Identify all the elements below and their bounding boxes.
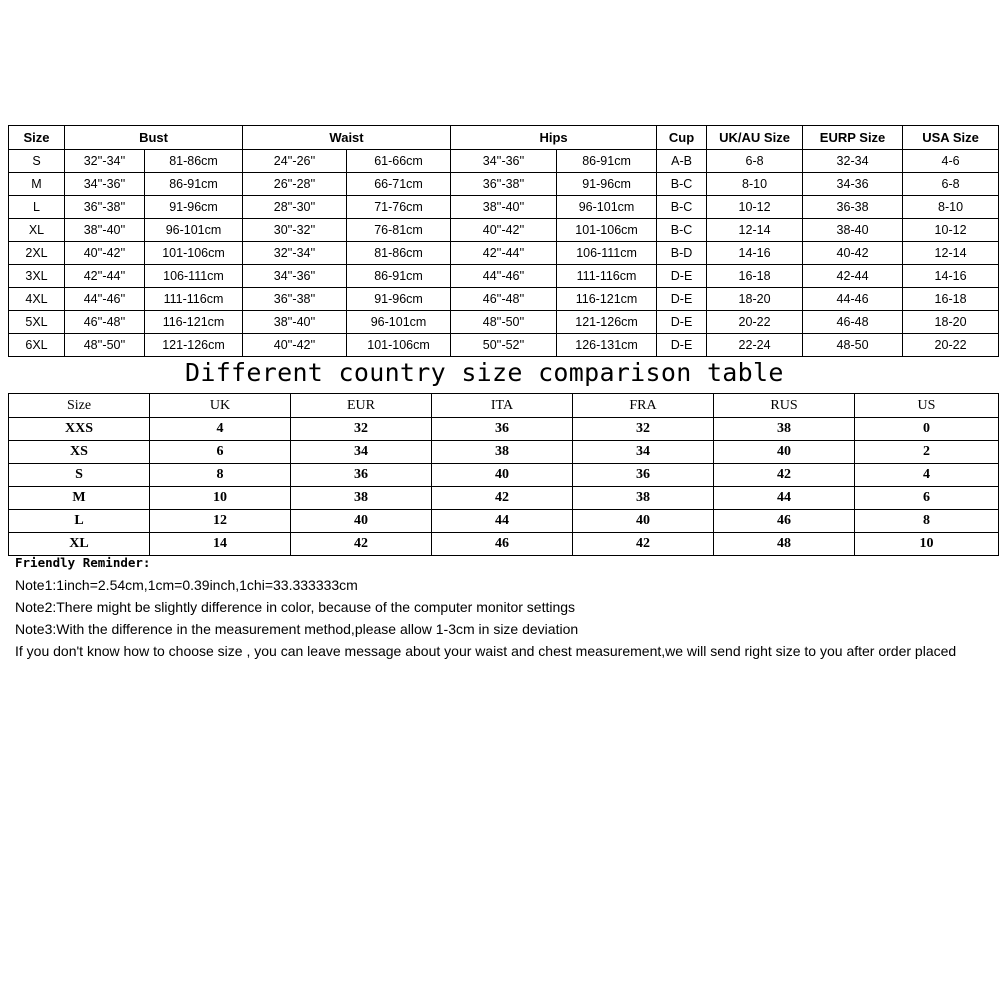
- cell-hips-in: 48''-50'': [451, 311, 557, 334]
- cell-uk-au: 22-24: [707, 334, 803, 357]
- cell-hips-cm: 116-121cm: [557, 288, 657, 311]
- cell-eurp: 40-42: [803, 242, 903, 265]
- cell-uk-au: 14-16: [707, 242, 803, 265]
- cell-uk: 6: [150, 441, 291, 464]
- cell-rus: 40: [714, 441, 855, 464]
- comparison-header-eur: EUR: [291, 394, 432, 418]
- cell-fra: 36: [573, 464, 714, 487]
- header-size: Size: [9, 126, 65, 150]
- cell-usa: 16-18: [903, 288, 999, 311]
- note-2: Note2:There might be slightly difference in color, because of the computer monitor settings: [15, 599, 576, 615]
- cell-bust-cm: 91-96cm: [145, 196, 243, 219]
- cell-fra: 38: [573, 487, 714, 510]
- cell-rus: 44: [714, 487, 855, 510]
- cell-cup: D-E: [657, 288, 707, 311]
- cell-waist-cm: 66-71cm: [347, 173, 451, 196]
- cell-ita: 46: [432, 533, 573, 556]
- cell-bust-cm: 121-126cm: [145, 334, 243, 357]
- comparison-header-us: US: [855, 394, 999, 418]
- cell-us: 4: [855, 464, 999, 487]
- cell-usa: 4-6: [903, 150, 999, 173]
- cell-hips-in: 50''-52'': [451, 334, 557, 357]
- comparison-header-uk: UK: [150, 394, 291, 418]
- cell-ita: 36: [432, 418, 573, 441]
- cell-us: 8: [855, 510, 999, 533]
- cell-cup: D-E: [657, 311, 707, 334]
- size-chart-row: [9, 311, 999, 334]
- cell-size: M: [9, 487, 150, 510]
- cell-eur: 34: [291, 441, 432, 464]
- cell-size: 5XL: [9, 311, 65, 334]
- cell-fra: 32: [573, 418, 714, 441]
- cell-uk: 4: [150, 418, 291, 441]
- cell-eurp: 32-34: [803, 150, 903, 173]
- cell-bust-in: 34''-36'': [65, 173, 145, 196]
- cell-waist-cm: 101-106cm: [347, 334, 451, 357]
- comparison-row: [9, 418, 999, 441]
- cell-cup: D-E: [657, 334, 707, 357]
- size-chart-row: [9, 219, 999, 242]
- cell-size: 2XL: [9, 242, 65, 265]
- cell-size: XL: [9, 219, 65, 242]
- cell-hips-cm: 126-131cm: [557, 334, 657, 357]
- cell-eur: 42: [291, 533, 432, 556]
- cell-uk-au: 8-10: [707, 173, 803, 196]
- cell-waist-cm: 91-96cm: [347, 288, 451, 311]
- cell-hips-in: 46''-48'': [451, 288, 557, 311]
- cell-hips-cm: 91-96cm: [557, 173, 657, 196]
- cell-bust-in: 48''-50'': [65, 334, 145, 357]
- cell-uk-au: 6-8: [707, 150, 803, 173]
- cell-uk: 8: [150, 464, 291, 487]
- comparison-title: Different country size comparison table: [185, 358, 784, 387]
- cell-usa: 12-14: [903, 242, 999, 265]
- size-chart-header: [9, 126, 999, 150]
- cell-bust-in: 40''-42'': [65, 242, 145, 265]
- cell-bust-cm: 96-101cm: [145, 219, 243, 242]
- cell-size: XXS: [9, 418, 150, 441]
- cell-bust-cm: 111-116cm: [145, 288, 243, 311]
- cell-rus: 38: [714, 418, 855, 441]
- size-advice: If you don't know how to choose size , you can leave message about your waist and chest measurement,we will send right size to you after order placed: [15, 643, 957, 659]
- cell-eurp: 42-44: [803, 265, 903, 288]
- cell-fra: 40: [573, 510, 714, 533]
- cell-usa: 10-12: [903, 219, 999, 242]
- cell-hips-in: 38''-40'': [451, 196, 557, 219]
- cell-eur: 36: [291, 464, 432, 487]
- cell-cup: B-C: [657, 219, 707, 242]
- cell-fra: 42: [573, 533, 714, 556]
- cell-eur: 32: [291, 418, 432, 441]
- header-eurp: EURP Size: [803, 126, 903, 150]
- comparison-header-ita: ITA: [432, 394, 573, 418]
- cell-bust-cm: 86-91cm: [145, 173, 243, 196]
- comparison-header-fra: FRA: [573, 394, 714, 418]
- cell-us: 10: [855, 533, 999, 556]
- cell-cup: B-D: [657, 242, 707, 265]
- cell-bust-cm: 116-121cm: [145, 311, 243, 334]
- cell-eur: 38: [291, 487, 432, 510]
- cell-fra: 34: [573, 441, 714, 464]
- comparison-row: [9, 464, 999, 487]
- cell-waist-in: 34''-36'': [243, 265, 347, 288]
- cell-rus: 42: [714, 464, 855, 487]
- cell-cup: B-C: [657, 196, 707, 219]
- cell-size: XS: [9, 441, 150, 464]
- cell-hips-in: 36''-38'': [451, 173, 557, 196]
- comparison-row: [9, 487, 999, 510]
- cell-us: 6: [855, 487, 999, 510]
- cell-waist-in: 32''-34'': [243, 242, 347, 265]
- notes-section: [15, 552, 997, 662]
- cell-bust-cm: 81-86cm: [145, 150, 243, 173]
- cell-waist-in: 26''-28'': [243, 173, 347, 196]
- cell-eurp: 48-50: [803, 334, 903, 357]
- cell-ita: 42: [432, 487, 573, 510]
- cell-uk: 14: [150, 533, 291, 556]
- cell-uk-au: 18-20: [707, 288, 803, 311]
- cell-size: L: [9, 510, 150, 533]
- cell-waist-in: 38''-40'': [243, 311, 347, 334]
- cell-hips-in: 42''-44'': [451, 242, 557, 265]
- cell-usa: 8-10: [903, 196, 999, 219]
- cell-hips-cm: 96-101cm: [557, 196, 657, 219]
- cell-waist-in: 24''-26'': [243, 150, 347, 173]
- cell-waist-in: 30''-32'': [243, 219, 347, 242]
- cell-usa: 14-16: [903, 265, 999, 288]
- cell-ita: 44: [432, 510, 573, 533]
- cell-size: M: [9, 173, 65, 196]
- cell-hips-cm: 86-91cm: [557, 150, 657, 173]
- cell-bust-cm: 106-111cm: [145, 265, 243, 288]
- size-chart-body: [9, 150, 999, 357]
- cell-us: 0: [855, 418, 999, 441]
- cell-bust-in: 32''-34'': [65, 150, 145, 173]
- header-uk-au: UK/AU Size: [707, 126, 803, 150]
- cell-size: L: [9, 196, 65, 219]
- header-waist: Waist: [243, 126, 451, 150]
- cell-waist-cm: 86-91cm: [347, 265, 451, 288]
- cell-eurp: 36-38: [803, 196, 903, 219]
- comparison-table: [8, 393, 999, 556]
- cell-waist-in: 36''-38'': [243, 288, 347, 311]
- cell-size: S: [9, 464, 150, 487]
- size-chart-row: [9, 265, 999, 288]
- cell-eurp: 34-36: [803, 173, 903, 196]
- header-usa: USA Size: [903, 126, 999, 150]
- cell-uk-au: 20-22: [707, 311, 803, 334]
- cell-waist-in: 40''-42'': [243, 334, 347, 357]
- cell-cup: A-B: [657, 150, 707, 173]
- cell-uk-au: 16-18: [707, 265, 803, 288]
- size-chart-row: [9, 173, 999, 196]
- cell-waist-cm: 71-76cm: [347, 196, 451, 219]
- cell-uk: 10: [150, 487, 291, 510]
- cell-cup: D-E: [657, 265, 707, 288]
- cell-rus: 48: [714, 533, 855, 556]
- cell-bust-in: 38''-40'': [65, 219, 145, 242]
- cell-ita: 40: [432, 464, 573, 487]
- size-chart-row: [9, 242, 999, 265]
- cell-waist-cm: 96-101cm: [347, 311, 451, 334]
- cell-eurp: 38-40: [803, 219, 903, 242]
- cell-size: 3XL: [9, 265, 65, 288]
- size-chart-row: [9, 288, 999, 311]
- cell-rus: 46: [714, 510, 855, 533]
- cell-hips-cm: 106-111cm: [557, 242, 657, 265]
- comparison-row: [9, 441, 999, 464]
- cell-eur: 40: [291, 510, 432, 533]
- cell-waist-cm: 61-66cm: [347, 150, 451, 173]
- comparison-row: [9, 510, 999, 533]
- cell-bust-in: 44''-46'': [65, 288, 145, 311]
- cell-usa: 6-8: [903, 173, 999, 196]
- cell-us: 2: [855, 441, 999, 464]
- cell-waist-cm: 81-86cm: [347, 242, 451, 265]
- cell-uk-au: 10-12: [707, 196, 803, 219]
- cell-waist-cm: 76-81cm: [347, 219, 451, 242]
- cell-size: XL: [9, 533, 150, 556]
- cell-hips-cm: 121-126cm: [557, 311, 657, 334]
- note-1: Note1:1inch=2.54cm,1cm=0.39inch,1chi=33.333333cm: [15, 577, 358, 593]
- cell-hips-cm: 111-116cm: [557, 265, 657, 288]
- cell-hips-in: 44''-46'': [451, 265, 557, 288]
- friendly-reminder: Friendly Reminder:: [15, 555, 151, 570]
- cell-size: 6XL: [9, 334, 65, 357]
- cell-eurp: 46-48: [803, 311, 903, 334]
- size-chart-row: [9, 196, 999, 219]
- comparison-header-rus: RUS: [714, 394, 855, 418]
- cell-usa: 18-20: [903, 311, 999, 334]
- size-chart-table: [8, 125, 999, 357]
- cell-uk: 12: [150, 510, 291, 533]
- cell-bust-in: 46''-48'': [65, 311, 145, 334]
- cell-eurp: 44-46: [803, 288, 903, 311]
- comparison-header-size: Size: [9, 394, 150, 418]
- cell-waist-in: 28''-30'': [243, 196, 347, 219]
- cell-hips-in: 40''-42'': [451, 219, 557, 242]
- cell-ita: 38: [432, 441, 573, 464]
- header-cup: Cup: [657, 126, 707, 150]
- note-3: Note3:With the difference in the measurement method,please allow 1-3cm in size deviation: [15, 621, 579, 637]
- cell-uk-au: 12-14: [707, 219, 803, 242]
- header-bust: Bust: [65, 126, 243, 150]
- cell-hips-in: 34''-36'': [451, 150, 557, 173]
- header-hips: Hips: [451, 126, 657, 150]
- cell-bust-in: 36''-38'': [65, 196, 145, 219]
- comparison-body: [9, 418, 999, 556]
- cell-usa: 20-22: [903, 334, 999, 357]
- cell-hips-cm: 101-106cm: [557, 219, 657, 242]
- cell-size: S: [9, 150, 65, 173]
- cell-bust-cm: 101-106cm: [145, 242, 243, 265]
- comparison-header: [9, 394, 999, 418]
- cell-cup: B-C: [657, 173, 707, 196]
- cell-bust-in: 42''-44'': [65, 265, 145, 288]
- size-chart-row: [9, 150, 999, 173]
- cell-size: 4XL: [9, 288, 65, 311]
